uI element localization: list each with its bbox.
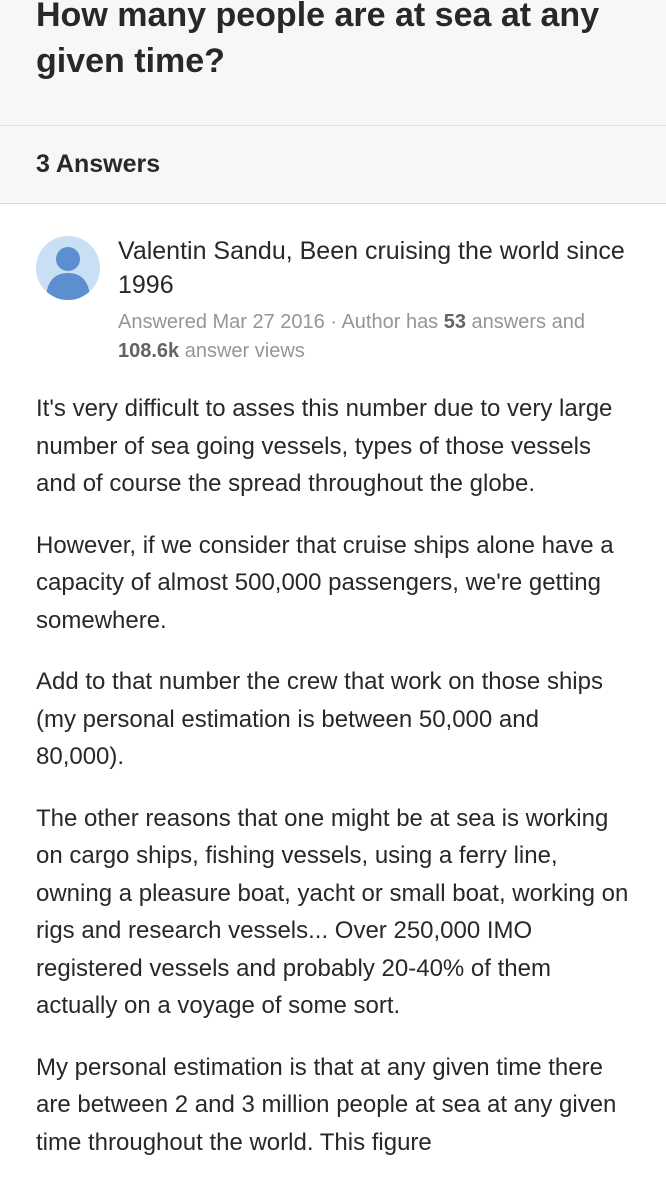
question-title[interactable]: How many people are at sea at any given time? [36,0,600,80]
answer-paragraph: The other reasons that one might be at sea is working on cargo ships, fishing vessels, using a ferry line, owning a pleasure boat, yacht or small boat, working on rigs and research vessels... Over 250,000 IMO registered vessels and probably 20-40% of them actually on a voyage of some sort. [36,804,636,1019]
author-answers-count: 53 [443,311,466,333]
author-views-count: 108.6k [118,340,180,362]
answer-paragraph: It's very difficult to asses this number due to very large number of sea going vessels, types of those vessels and of course the spread throughout the globe. [36,395,620,497]
answer-paragraph: Add to that number the crew that work on those ships (my personal estimation is between 50,000 and 80,000). [36,668,610,770]
meta-views-label: answer views [179,340,305,362]
meta-answers-label: answers and [466,311,585,333]
answered-date[interactable]: Answered Mar 27 2016 · Author has [118,311,444,333]
answer-paragraph: My personal estimation is that at any given time there are between 2 and 3 million people at sea at any given time throughout the world. This figure [36,1053,624,1156]
question-header [0,0,666,126]
answer-paragraph: However, if we consider that cruise ships alone have a capacity of almost 500,000 passengers, we're getting somewhere. [36,531,621,634]
author-name[interactable]: Valentin Sandu, Been cruising the world since 1996 [118,237,625,299]
user-silhouette-icon [36,236,100,300]
answers-count: 3 Answers [36,150,161,178]
answer-card [0,204,666,1200]
answer-body [36,390,636,1185]
answers-header [0,126,666,204]
answer-meta [118,308,628,366]
author-avatar[interactable] [36,236,100,300]
